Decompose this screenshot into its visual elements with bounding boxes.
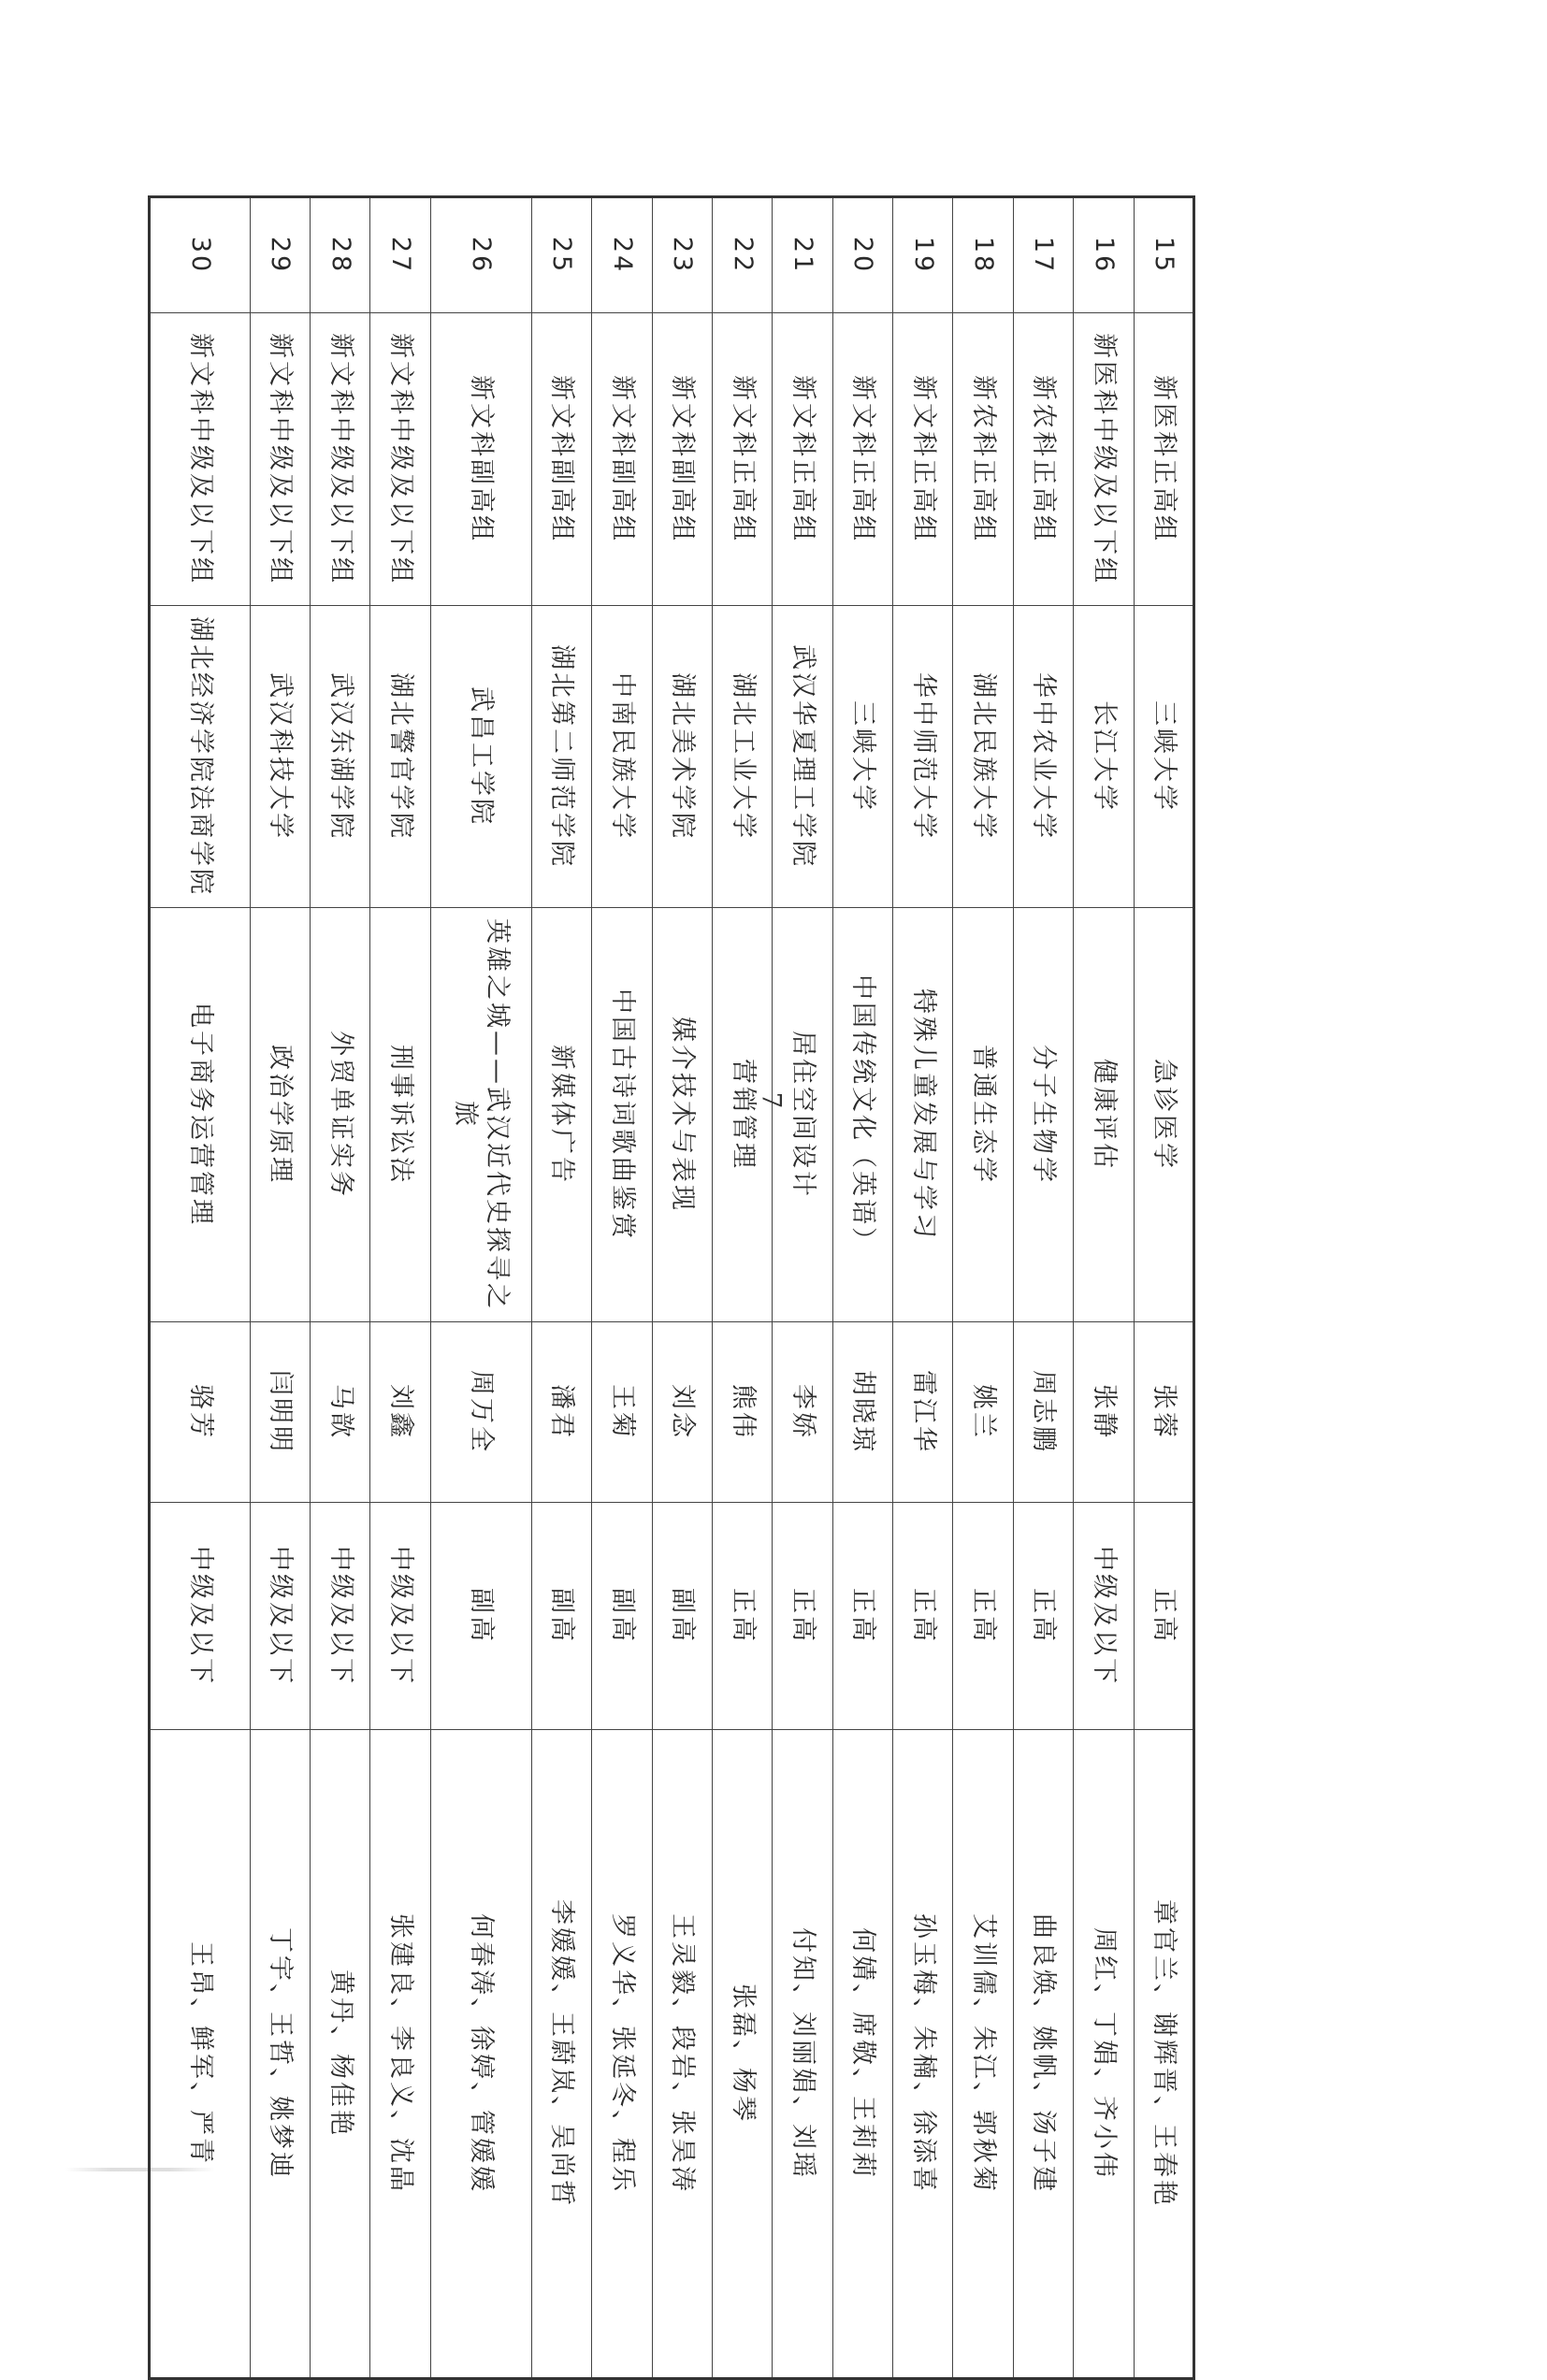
row-number-cell: 16	[1074, 197, 1134, 313]
leader-cell: 王菊	[592, 1322, 652, 1503]
school-cell: 武汉华夏理工学院	[773, 606, 832, 908]
school-cell: 湖北民族大学	[953, 606, 1013, 908]
course-cell: 居住空间设计	[773, 908, 832, 1322]
table-row	[311, 197, 370, 2379]
table-row	[149, 197, 250, 2379]
leader-cell: 雷江华	[893, 1322, 953, 1503]
school-cell: 湖北第二师范学院	[531, 606, 591, 908]
title-cell: 中级及以下	[1074, 1503, 1134, 1730]
row-number-cell: 26	[430, 197, 531, 313]
row-number-cell: 21	[773, 197, 832, 313]
members-cell: 章官兰、谢辉晋、王春艳	[1134, 1730, 1193, 2379]
members-cell: 黄丹、杨佳艳	[311, 1730, 370, 2379]
title-cell: 正高	[1134, 1503, 1193, 1730]
members-cell: 艾训儒、朱江、郭秋菊	[953, 1730, 1013, 2379]
row-number-cell: 28	[311, 197, 370, 313]
school-cell: 湖北美术学院	[652, 606, 712, 908]
course-cell: 急诊医学	[1134, 908, 1193, 1322]
members-cell: 张建良、李良义、沈晶	[370, 1730, 430, 2379]
course-cell: 健康评估	[1074, 908, 1134, 1322]
school-cell: 武汉科技大学	[250, 606, 310, 908]
leader-cell: 潘君	[531, 1322, 591, 1503]
row-number-cell: 29	[250, 197, 310, 313]
title-cell: 中级及以下	[370, 1503, 430, 1730]
group-cell: 新文科正高组	[832, 313, 892, 606]
title-cell: 正高	[1013, 1503, 1073, 1730]
group-cell: 新文科副高组	[592, 313, 652, 606]
table-row	[430, 197, 531, 2379]
group-cell: 新文科副高组	[652, 313, 712, 606]
course-cell: 分子生物学	[1013, 908, 1073, 1322]
row-number-cell: 30	[149, 197, 250, 313]
course-cell: 中国古诗词歌曲鉴赏	[592, 908, 652, 1322]
row-number-cell: 20	[832, 197, 892, 313]
school-cell: 湖北工业大学	[713, 606, 773, 908]
school-cell: 三峡大学	[1134, 606, 1193, 908]
course-cell: 电子商务运营管理	[149, 908, 250, 1322]
leader-cell: 闫明明	[250, 1322, 310, 1503]
leader-cell: 张蓉	[1134, 1322, 1193, 1503]
table-row	[592, 197, 652, 2379]
row-number-cell: 25	[531, 197, 591, 313]
leader-cell: 周万全	[430, 1322, 531, 1503]
leader-cell: 刘鑫	[370, 1322, 430, 1503]
title-cell: 正高	[713, 1503, 773, 1730]
school-cell: 长江大学	[1074, 606, 1134, 908]
award-roster-table	[148, 195, 1195, 2380]
group-cell: 新医科中级及以下组	[1074, 313, 1134, 606]
group-cell: 新文科中级及以下组	[370, 313, 430, 606]
school-cell: 华中师范大学	[893, 606, 953, 908]
row-number-cell: 19	[893, 197, 953, 313]
members-cell: 曲良焕、姚帆、汤子建	[1013, 1730, 1073, 2379]
leader-cell: 周志鹏	[1013, 1322, 1073, 1503]
course-cell: 刑事诉讼法	[370, 908, 430, 1322]
school-cell: 湖北警官学院	[370, 606, 430, 908]
leader-cell: 马歆	[311, 1322, 370, 1503]
leader-cell: 姚兰	[953, 1322, 1013, 1503]
table-row	[531, 197, 591, 2379]
course-cell: 营销管理	[713, 908, 773, 1322]
group-cell: 新农科正高组	[1013, 313, 1073, 606]
table-row	[1013, 197, 1073, 2379]
table-row	[832, 197, 892, 2379]
group-cell: 新文科中级及以下组	[250, 313, 310, 606]
members-cell: 王灵毅、段岩、张昊涛	[652, 1730, 712, 2379]
row-number-cell: 18	[953, 197, 1013, 313]
row-number-cell: 17	[1013, 197, 1073, 313]
group-cell: 新文科副高组	[430, 313, 531, 606]
title-cell: 正高	[773, 1503, 832, 1730]
row-number-cell: 15	[1134, 197, 1193, 313]
members-cell: 丁宇、王哲、姚梦迪	[250, 1730, 310, 2379]
school-cell: 三峡大学	[832, 606, 892, 908]
leader-cell: 胡晓琼	[832, 1322, 892, 1503]
school-cell: 华中农业大学	[1013, 606, 1073, 908]
title-cell: 中级及以下	[149, 1503, 250, 1730]
members-cell: 何春涛、徐婷、管媛媛	[430, 1730, 531, 2379]
table-row	[893, 197, 953, 2379]
title-cell: 副高	[531, 1503, 591, 1730]
title-cell: 中级及以下	[250, 1503, 310, 1730]
leader-cell: 张静	[1074, 1322, 1134, 1503]
course-cell: 特殊儿童发展与学习	[893, 908, 953, 1322]
table-row	[370, 197, 430, 2379]
members-cell: 张磊、杨琴	[713, 1730, 773, 2379]
course-cell: 外贸单证实务	[311, 908, 370, 1322]
group-cell: 新文科中级及以下组	[149, 313, 250, 606]
leader-cell: 骆芳	[149, 1322, 250, 1503]
group-cell: 新文科正高组	[773, 313, 832, 606]
members-cell: 李媛媛、王蔚岚、吴尚哲	[531, 1730, 591, 2379]
row-number-cell: 22	[713, 197, 773, 313]
school-cell: 武昌工学院	[430, 606, 531, 908]
table-row	[1134, 197, 1193, 2379]
table-row	[250, 197, 310, 2379]
table-row	[652, 197, 712, 2379]
row-number-cell: 23	[652, 197, 712, 313]
title-cell: 中级及以下	[311, 1503, 370, 1730]
course-cell: 新媒体广告	[531, 908, 591, 1322]
title-cell: 正高	[893, 1503, 953, 1730]
table-row	[1074, 197, 1134, 2379]
table-row	[773, 197, 832, 2379]
members-cell: 罗义华、张延冬、程乐	[592, 1730, 652, 2379]
group-cell: 新文科正高组	[893, 313, 953, 606]
course-cell: 媒介技术与表现	[652, 908, 712, 1322]
table-row	[713, 197, 773, 2379]
group-cell: 新农科正高组	[953, 313, 1013, 606]
group-cell: 新医科正高组	[1134, 313, 1193, 606]
course-cell: 中国传统文化（英语）	[832, 908, 892, 1322]
leader-cell: 李娇	[773, 1322, 832, 1503]
row-number-cell: 27	[370, 197, 430, 313]
title-cell: 副高	[592, 1503, 652, 1730]
members-cell: 周红、丁娟、齐小伟	[1074, 1730, 1134, 2379]
course-cell: 英雄之城——武汉近代史探寻之旅	[430, 908, 531, 1322]
group-cell: 新文科正高组	[713, 313, 773, 606]
title-cell: 正高	[953, 1503, 1013, 1730]
row-number-cell: 24	[592, 197, 652, 313]
course-cell: 普通生态学	[953, 908, 1013, 1322]
members-cell: 王昂、鲜军、严青	[149, 1730, 250, 2379]
title-cell: 正高	[832, 1503, 892, 1730]
leader-cell: 刘念	[652, 1322, 712, 1503]
rotated-page-content	[185, 195, 1195, 2290]
course-cell: 政治学原理	[250, 908, 310, 1322]
table-row	[953, 197, 1013, 2379]
leader-cell: 熊伟	[713, 1322, 773, 1503]
school-cell: 中南民族大学	[592, 606, 652, 908]
members-cell: 付知、刘丽娟、刘瑶	[773, 1730, 832, 2379]
members-cell: 孙玉梅、朱楠、徐添喜	[893, 1730, 953, 2379]
title-cell: 副高	[430, 1503, 531, 1730]
school-cell: 武汉东湖学院	[311, 606, 370, 908]
group-cell: 新文科中级及以下组	[311, 313, 370, 606]
roster-table-body	[149, 197, 1193, 2379]
school-cell: 湖北经济学院法商学院	[149, 606, 250, 908]
title-cell: 副高	[652, 1503, 712, 1730]
group-cell: 新文科副高组	[531, 313, 591, 606]
members-cell: 何婧、席敬、王莉莉	[832, 1730, 892, 2379]
page-number: 7	[756, 1091, 788, 1109]
